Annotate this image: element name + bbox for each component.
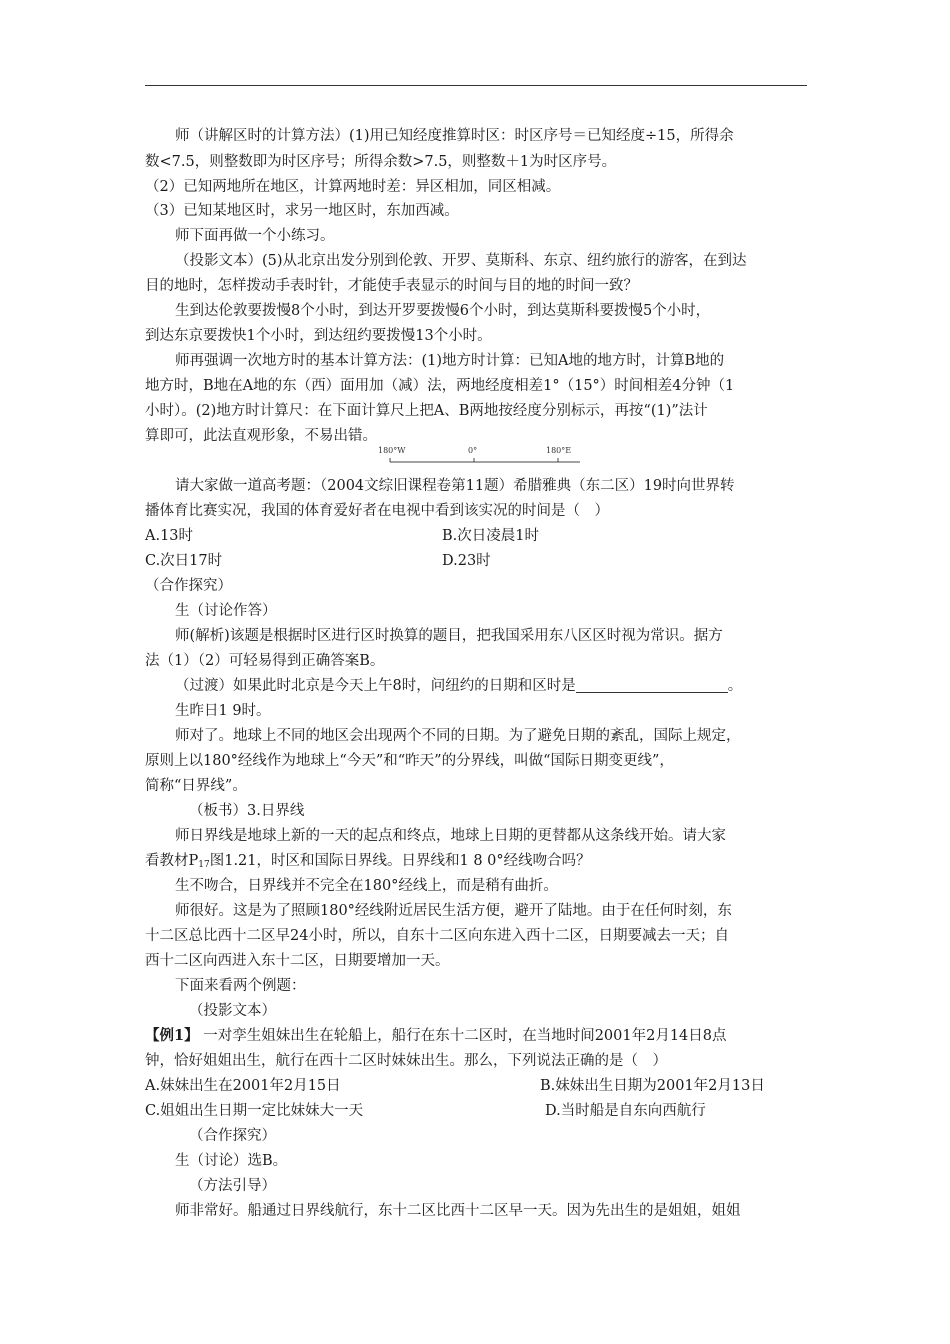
text-line: 生不吻合，日界线并不完全在180°经线上，而是稍有曲折。 xyxy=(175,878,558,894)
text-line: （合作探究） xyxy=(189,1128,276,1144)
text-line: 目的地时，怎样拨动手表时针，才能使手表显示的时间与目的地的时间一致？ xyxy=(145,278,638,294)
choice-c: C.次日17时 xyxy=(145,553,223,569)
text-line: 地方时，B地在A地的东（西）面用加（减）法，两地经度相差1°（15°）时间相差4分钟（1 xyxy=(145,378,735,394)
text-line: 生到达伦敦要拨慢8个小时，到达开罗要拨慢6个小时，到达莫斯科要拨慢5个小时， xyxy=(175,303,711,319)
ruler-label-zero: 0° xyxy=(468,446,478,455)
text-line xyxy=(175,674,807,698)
text-line: 生昨日1 9时。 xyxy=(175,703,271,719)
text-line xyxy=(145,1024,807,1048)
choice-a: A.13时 xyxy=(145,528,194,544)
text-line: 师对了。地球上不同的地区会出现两个不同的日期。为了避免日期的紊乱，国际上规定， xyxy=(175,728,741,744)
text-fragment: 一对孪生姐妹出生在轮船上，船行在东十二区时，在当地时间2001年2月14日8点 xyxy=(203,1028,727,1044)
text-line: 师日界线是地球上新的一天的起点和终点，地球上日期的更替都从这条线开始。请大家 xyxy=(175,828,726,844)
text-line: 请大家做一道高考题：（2004文综旧课程卷第11题）希腊雅典（东二区）19时向世界转 xyxy=(175,478,735,494)
ruler-label-east: 180°E xyxy=(546,446,572,455)
text-line: 数<7.5，则整数即为时区序号；所得余数>7.5，则整数＋1为时区序号。 xyxy=(145,154,617,170)
text-line: 到达东京要拨快1个小时，到达纽约要拨慢13个小时。 xyxy=(145,328,492,344)
text-line: （投影文本）(5)从北京出发分别到伦敦、开罗、莫斯科、东京、纽约旅行的游客，在到达 xyxy=(175,253,747,269)
text-fragment: 看教材P xyxy=(145,853,199,869)
text-line: （投影文本） xyxy=(189,1003,276,1019)
text-line: 原则上以180°经线作为地球上“今天”和“昨天”的分界线，叫做“国际日期变更线”， xyxy=(145,753,674,769)
text-line: 生（讨论作答） xyxy=(175,603,277,619)
text-line: 师很好。这是为了照顾180°经线附近居民生活方便，避开了陆地。由于在任何时刻，东 xyxy=(175,903,732,919)
text-line: 师（讲解区时的计算方法）(1)用已知经度推算时区：时区序号＝已知经度÷15，所得余 xyxy=(175,128,734,144)
end-mark: 。 xyxy=(727,678,743,694)
text-line: （方法引导） xyxy=(189,1178,276,1194)
choice-row xyxy=(145,1099,807,1123)
text-line: 钟，恰好姐姐出生，航行在西十二区时妹妹出生。那么，下列说法正确的是（ ） xyxy=(145,1053,667,1069)
text-line: （2）已知两地所在地区，计算两地时差：异区相加，同区相减。 xyxy=(145,179,561,195)
text-line: 算即可，此法直观形象，不易出错。 xyxy=(145,428,377,444)
ruler-label-west: 180°W xyxy=(378,446,406,455)
text-line: 简称“日界线”。 xyxy=(145,778,247,794)
choice-a: A.妹妹出生在2001年2月15日 xyxy=(145,1078,341,1094)
choice-row xyxy=(145,549,807,573)
choice-c: C.姐姐出生日期一定比妹妹大一天 xyxy=(145,1103,364,1119)
choice-d: D.23时 xyxy=(442,553,491,569)
text-line: 师再强调一次地方时的基本计算方法：(1)地方时计算：已知A地的地方时，计算B地的 xyxy=(175,353,725,369)
text-line: （3）已知某地区时，求另一地区时，东加西减。 xyxy=(145,203,459,219)
choice-b: B.妹妹出生日期为2001年2月13日 xyxy=(540,1078,765,1094)
page-subscript: 17 xyxy=(198,860,210,870)
choice-b: B.次日凌晨1时 xyxy=(442,528,539,544)
choice-row xyxy=(145,524,807,548)
answer-blank xyxy=(576,677,728,693)
text-line: 小时）。(2)地方时计算尺：在下面计算尺上把A、B两地按经度分别标示，再按“(1)”法计 xyxy=(145,403,708,419)
choice-d: D.当时船是自东向西航行 xyxy=(545,1103,706,1119)
text-line: 师下面再做一个小练习。 xyxy=(175,228,335,244)
text-line: 师(解析)该题是根据时区进行区时换算的题目，把我国采用东八区区时视为常识。据方 xyxy=(175,628,723,644)
header-rule xyxy=(145,85,807,86)
choice-row xyxy=(145,1074,807,1098)
text-line: （板书）3.日界线 xyxy=(189,803,305,819)
text-line: 西十二区向西进入东十二区，日期要增加一天。 xyxy=(145,953,450,969)
text-line: 师非常好。船通过日界线航行，东十二区比西十二区早一天。因为先出生的是姐姐，姐姐 xyxy=(175,1203,741,1219)
text-fragment: 图1.21，时区和国际日界线。日界线和1 8 0°经线吻合吗？ xyxy=(209,853,591,869)
example-label: 【例1】 xyxy=(145,1027,199,1044)
text-line: 法（1）（2）可轻易得到正确答案B。 xyxy=(145,653,385,669)
text-line: 播体育比赛实况，我国的体育爱好者在电视中看到该实况的时间是（ ） xyxy=(145,503,609,519)
calculation-ruler xyxy=(370,446,600,470)
text-line: 生（讨论）选B。 xyxy=(175,1153,288,1169)
transition-text: （过渡）如果此时北京是今天上午8时，问纽约的日期和区时是 xyxy=(175,678,576,694)
text-line: （合作探究） xyxy=(145,578,232,594)
text-line xyxy=(145,849,807,873)
text-line: 十二区总比西十二区早24小时，所以，自东十二区向东进入西十二区，日期要减去一天；自 xyxy=(145,928,729,944)
text-line: 下面来看两个例题： xyxy=(175,978,306,994)
